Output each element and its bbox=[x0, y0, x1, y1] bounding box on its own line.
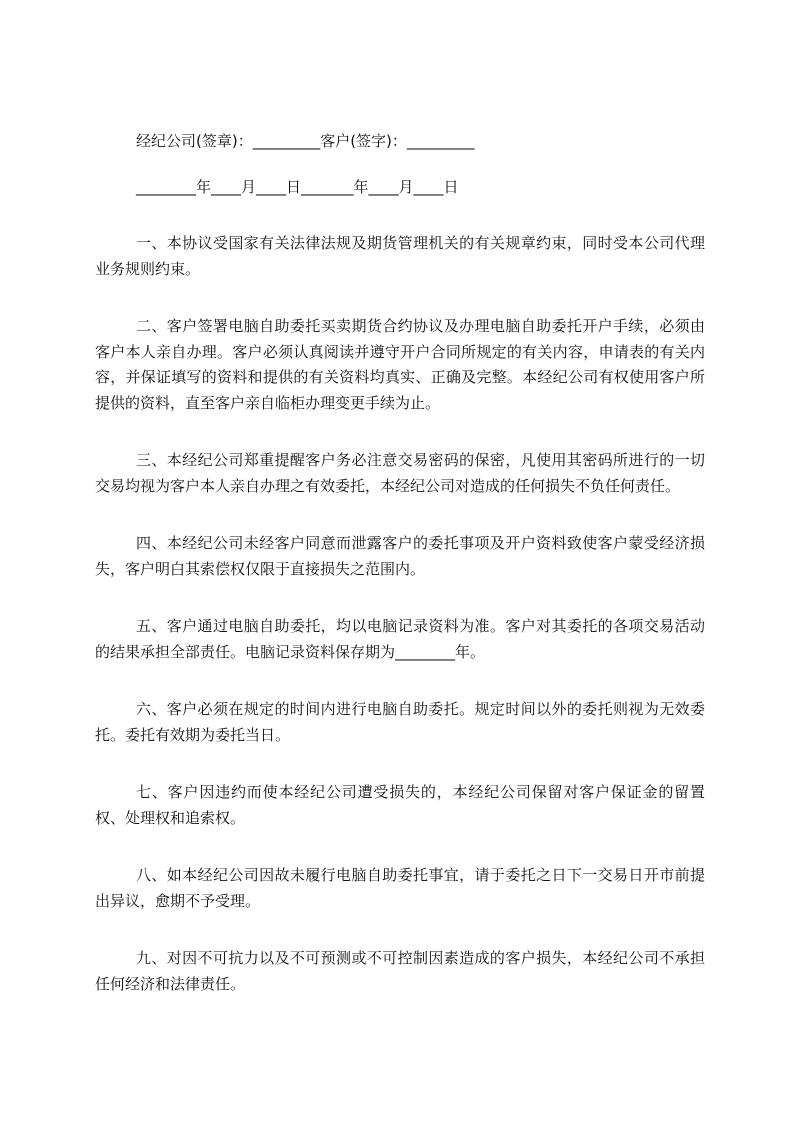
date-line: ________年____月____日_______年____月____日 bbox=[136, 178, 459, 196]
clause-6: 六、客户必须在规定的时间内进行电脑自助委托。规定时间以外的委托则视为无效委托。委托有效期为委托当日。 bbox=[95, 700, 705, 744]
clause-8: 八、如本经纪公司因故未履行电脑自助委托事宜，请于委托之日下一交易日开市前提出异议，愈期不予受理。 bbox=[95, 866, 705, 910]
clause-9: 九、对因不可抗力以及不可预测或不可控制因素造成的客户损失，本经纪公司不承担任何经济和法律责任。 bbox=[95, 949, 705, 993]
clause-7: 七、客户因违约而使本经纪公司遭受损失的，本经纪公司保留对客户保证金的留置权、处理权和追索权。 bbox=[95, 783, 705, 827]
document-body bbox=[95, 129, 705, 1029]
clause-3: 三、本经纪公司郑重提醒客户务必注意交易密码的保密，凡使用其密码所进行的一切交易均视为客户本人亲自办理之有效委托，本经纪公司对造成的任何损失不负任何责任。 bbox=[95, 451, 705, 495]
clause-4: 四、本经纪公司未经客户同意而泄露客户的委托事项及开户资料致使客户蒙受经济损失，客户明白其索偿权仅限于直接损失之范围内。 bbox=[95, 534, 705, 578]
clause-5: 五、客户通过电脑自助委托，均以电脑记录资料为准。客户对其委托的各项交易活动的结果承担全部责任。电脑记录资料保存期为________年。 bbox=[95, 617, 705, 661]
clause-2: 二、客户签署电脑自助委托买卖期货合约协议及办理电脑自助委托开户手续，必须由客户本人亲自办理。客户必须认真阅读并遵守开户合同所规定的有关内容，申请表的有关内容，并保证填写的资料和提供的有关资料均真实、正确及完整。本经纪公司有权使用客户所提供的资料，直至客户亲自临柜办理变更手续为止。 bbox=[95, 317, 705, 412]
signature-line: 经纪公司(签章)：_________客户(签字)：_________ bbox=[136, 132, 475, 150]
clause-1: 一、本协议受国家有关法律法规及期货管理机关的有关规章约束，同时受本公司代理业务规则约束。 bbox=[95, 234, 705, 278]
